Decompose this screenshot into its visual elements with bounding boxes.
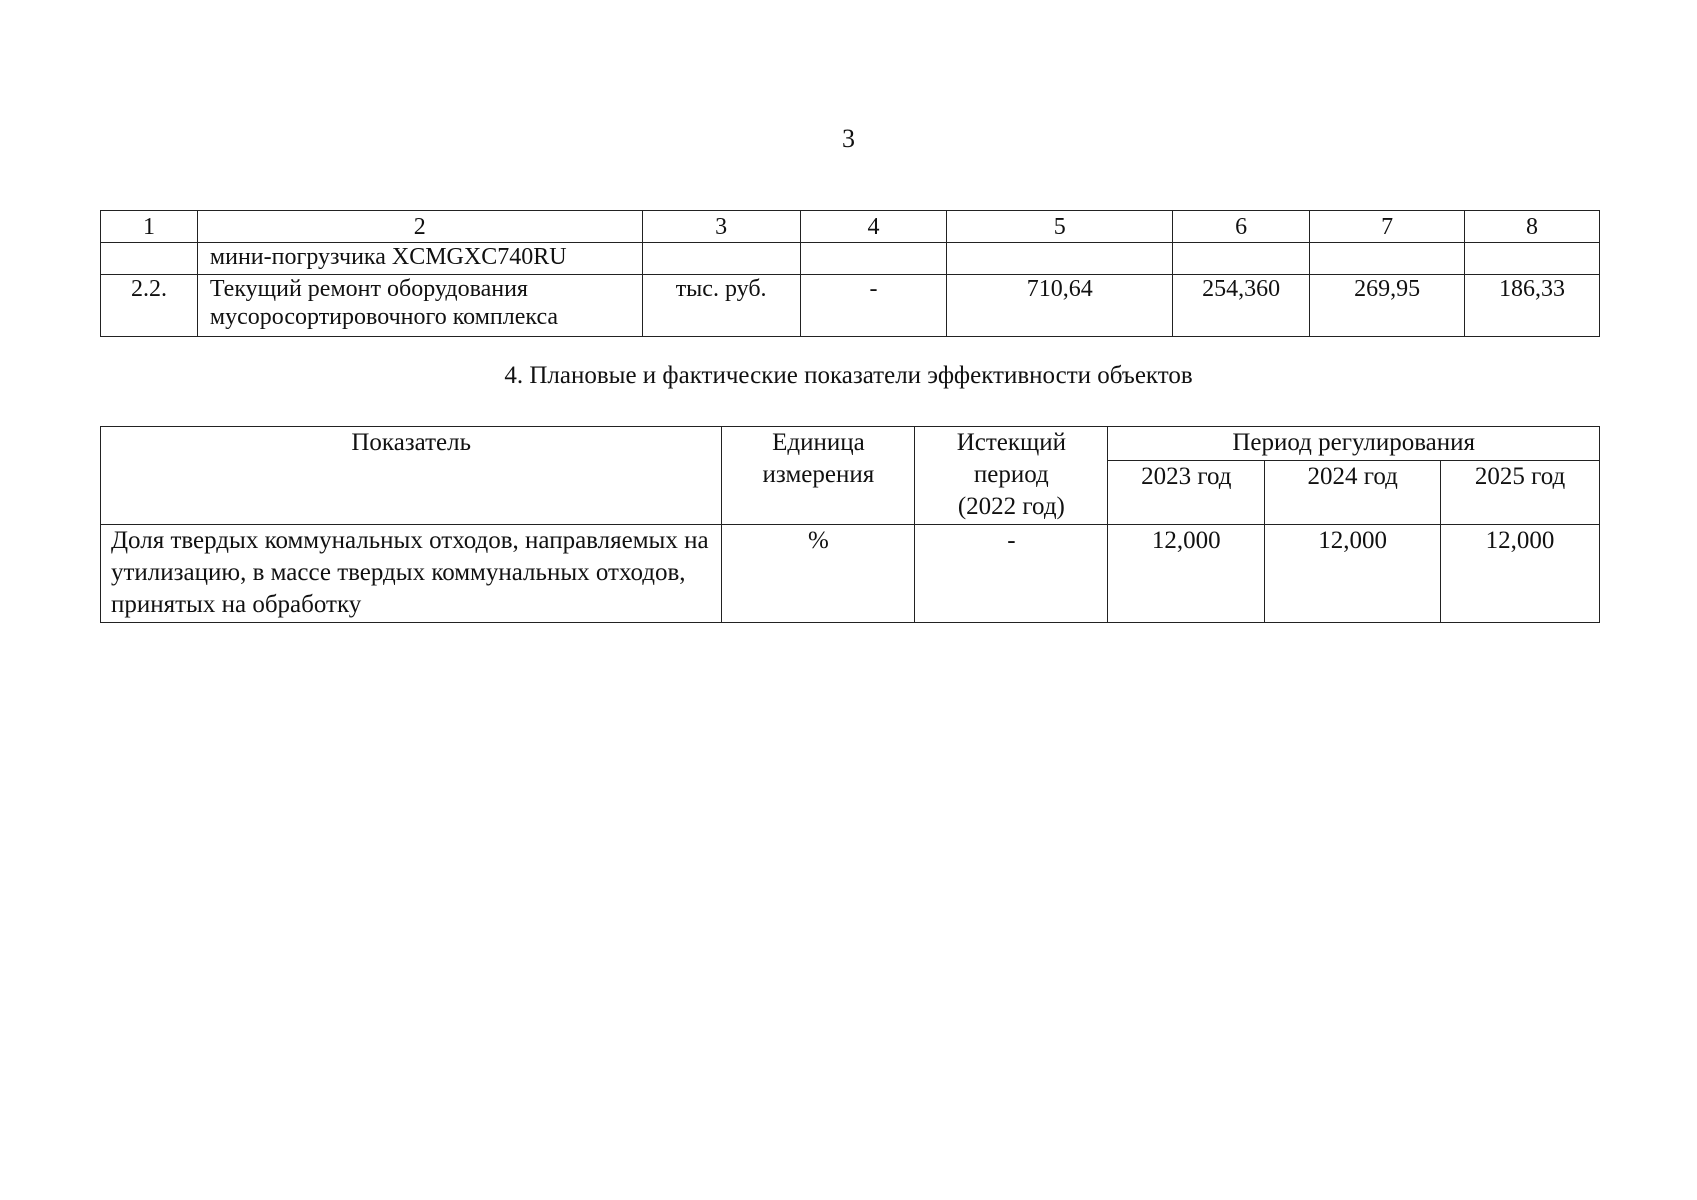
column-number: 4 <box>800 211 947 243</box>
item-name-cell: мини-погрузчика XCMGXC740RU <box>197 243 642 275</box>
unit-cell: тыс. руб. <box>642 275 800 337</box>
value-cell: 269,95 <box>1310 275 1465 337</box>
efficiency-indicators-table <box>100 426 1600 623</box>
column-number: 7 <box>1310 211 1465 243</box>
table-row <box>101 275 1600 337</box>
value-cell: 254,360 <box>1173 275 1310 337</box>
column-number: 3 <box>642 211 800 243</box>
row-number-cell <box>101 243 198 275</box>
year-header: 2023 год <box>1108 461 1265 525</box>
expenses-table-continuation <box>100 210 1600 337</box>
value-cell: 12,000 <box>1108 525 1265 623</box>
regulation-period-header: Период регулирования <box>1108 427 1600 461</box>
table-header-row <box>101 211 1600 243</box>
page-number: 3 <box>842 124 855 153</box>
column-number: 8 <box>1465 211 1600 243</box>
section-heading: 4. Плановые и фактические показатели эффективности объектов <box>504 362 1193 389</box>
indicator-header: Показатель <box>101 427 722 525</box>
column-number: 2 <box>197 211 642 243</box>
value-cell: 12,000 <box>1441 525 1600 623</box>
unit-header: Единица измерения <box>722 427 915 525</box>
item-name-cell: Текущий ремонт оборудования мусоросортировочного комплекса <box>197 275 642 337</box>
year-header: 2025 год <box>1441 461 1600 525</box>
value-cell: 186,33 <box>1465 275 1600 337</box>
column-number: 1 <box>101 211 198 243</box>
year-header: 2024 год <box>1265 461 1441 525</box>
table-row <box>101 525 1600 623</box>
unit-cell: % <box>722 525 915 623</box>
indicator-cell: Доля твердых коммунальных отходов, направляемых на утилизацию, в массе твердых коммунальных отходов, принятых на обработку <box>101 525 722 623</box>
table-row <box>101 243 1600 275</box>
column-number: 6 <box>1173 211 1310 243</box>
column-number: 5 <box>947 211 1173 243</box>
past-period-header: Истекщий период (2022 год) <box>915 427 1108 525</box>
table-header-row <box>101 427 1600 461</box>
row-number-cell: 2.2. <box>101 275 198 337</box>
value-cell: 710,64 <box>947 275 1173 337</box>
value-cell: - <box>800 275 947 337</box>
value-cell: 12,000 <box>1265 525 1441 623</box>
past-value-cell: - <box>915 525 1108 623</box>
